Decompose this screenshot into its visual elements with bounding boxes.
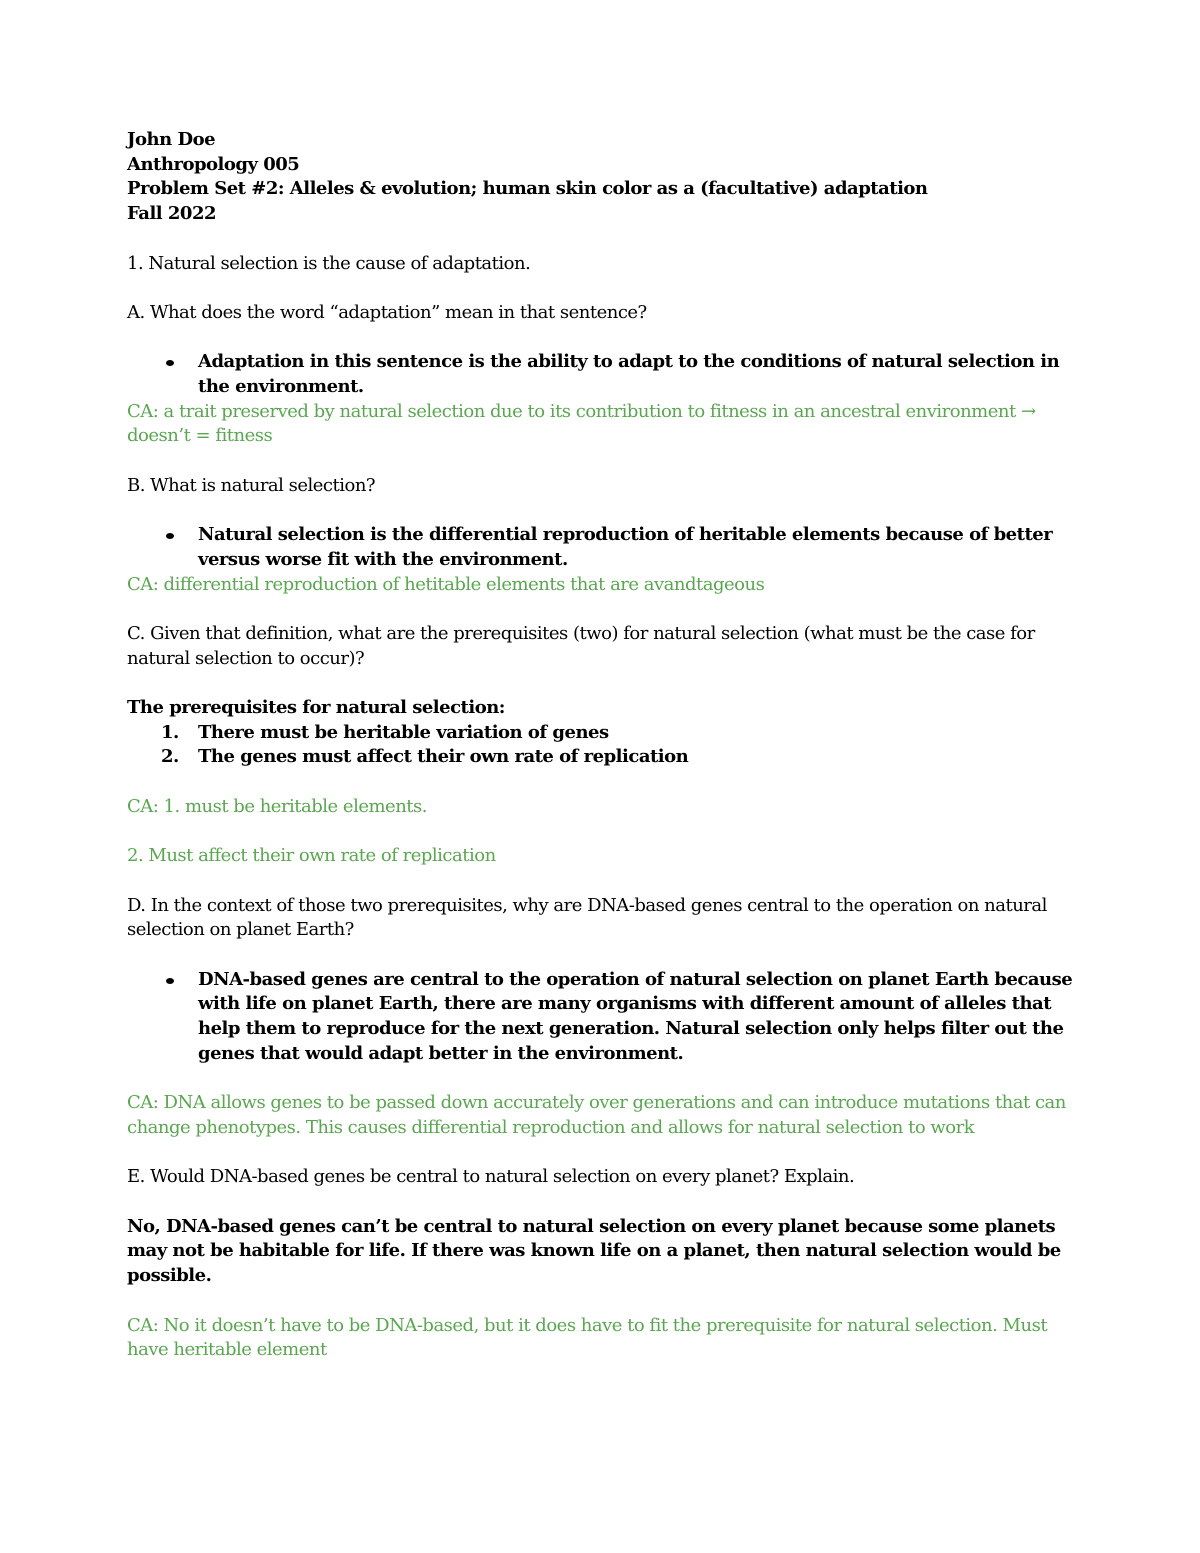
- term: Fall 2022: [127, 203, 216, 225]
- assignment-title: Problem Set #2: Alleles & evolution; human skin color as a (facultative) adaptation: [127, 178, 928, 200]
- answer-b-text: Natural selection is the differential reproduction of heritable elements because of better versus worse fit with the environment.: [198, 524, 1053, 570]
- answer-d-text: DNA-based genes are central to the operation of natural selection on planet Earth because with life on planet Earth, there are many organisms with different amount of alleles that help them to reproduce for the next generation. Natural selection only helps filter out the genes that would adapt better in the environment.: [198, 968, 1073, 1064]
- question-e: E. Would DNA-based genes be central to natural selection on every planet? Explain.: [127, 1166, 855, 1188]
- item-number: 2.: [161, 746, 179, 768]
- bullet-icon: [166, 360, 174, 366]
- answer-c-item-1: [127, 721, 1077, 746]
- question-d: D. In the context of those two prerequisites, why are DNA-based genes central to the operation on natural selection on planet Earth?: [127, 894, 1047, 941]
- bullet-icon: [166, 533, 174, 539]
- question-b: B. What is natural selection?: [127, 474, 376, 496]
- course-name: Anthropology 005: [127, 153, 300, 175]
- answer-a: [127, 350, 1077, 399]
- item-text: There must be heritable variation of genes: [198, 721, 609, 743]
- document-page: [127, 128, 1077, 1363]
- answer-e: No, DNA-based genes can’t be central to natural selection on every planet because some planets may not be habitable for life. If there was known life on a planet, then natural selection would be possible.: [127, 1215, 1061, 1287]
- item-text: The genes must affect their own rate of replication: [198, 746, 689, 768]
- ca-e: CA: No it doesn’t have to be DNA-based, but it does have to fit the prerequisite for natural selection. Must have heritable element: [127, 1314, 1048, 1361]
- answer-c-heading: The prerequisites for natural selection:: [127, 697, 505, 719]
- answer-b: [127, 523, 1077, 572]
- student-name: John Doe: [127, 129, 216, 150]
- ca-c-2: 2. Must affect their own rate of replication: [127, 845, 496, 867]
- question-a: A. What does the word “adaptation” mean in that sentence?: [127, 301, 647, 323]
- document-header: [127, 128, 1077, 227]
- ca-b: CA: differential reproduction of hetitable elements that are avandtageous: [127, 573, 765, 595]
- bullet-icon: [166, 978, 174, 984]
- ca-d: CA: DNA allows genes to be passed down accurately over generations and can introduce mutations that can change phenotypes. This causes differential reproduction and allows for natural selection to work: [127, 1092, 1066, 1138]
- answer-a-text: Adaptation in this sentence is the ability to adapt to the conditions of natural selection in the environment.: [198, 351, 1060, 397]
- question-c: C. Given that definition, what are the prerequisites (two) for natural selection (what must be the case for natural selection to occur)?: [127, 622, 1035, 669]
- answer-d: [127, 968, 1077, 1067]
- ca-c-1: CA: 1. must be heritable elements.: [127, 795, 427, 817]
- item-number: 1.: [161, 721, 179, 743]
- ca-a: CA: a trait preserved by natural selection due to its contribution to fitness in an ancestral environment → doesn’t = fitness: [127, 400, 1036, 447]
- answer-c-item-2: [127, 745, 1077, 770]
- question-1-intro: 1. Natural selection is the cause of adaptation.: [127, 252, 531, 274]
